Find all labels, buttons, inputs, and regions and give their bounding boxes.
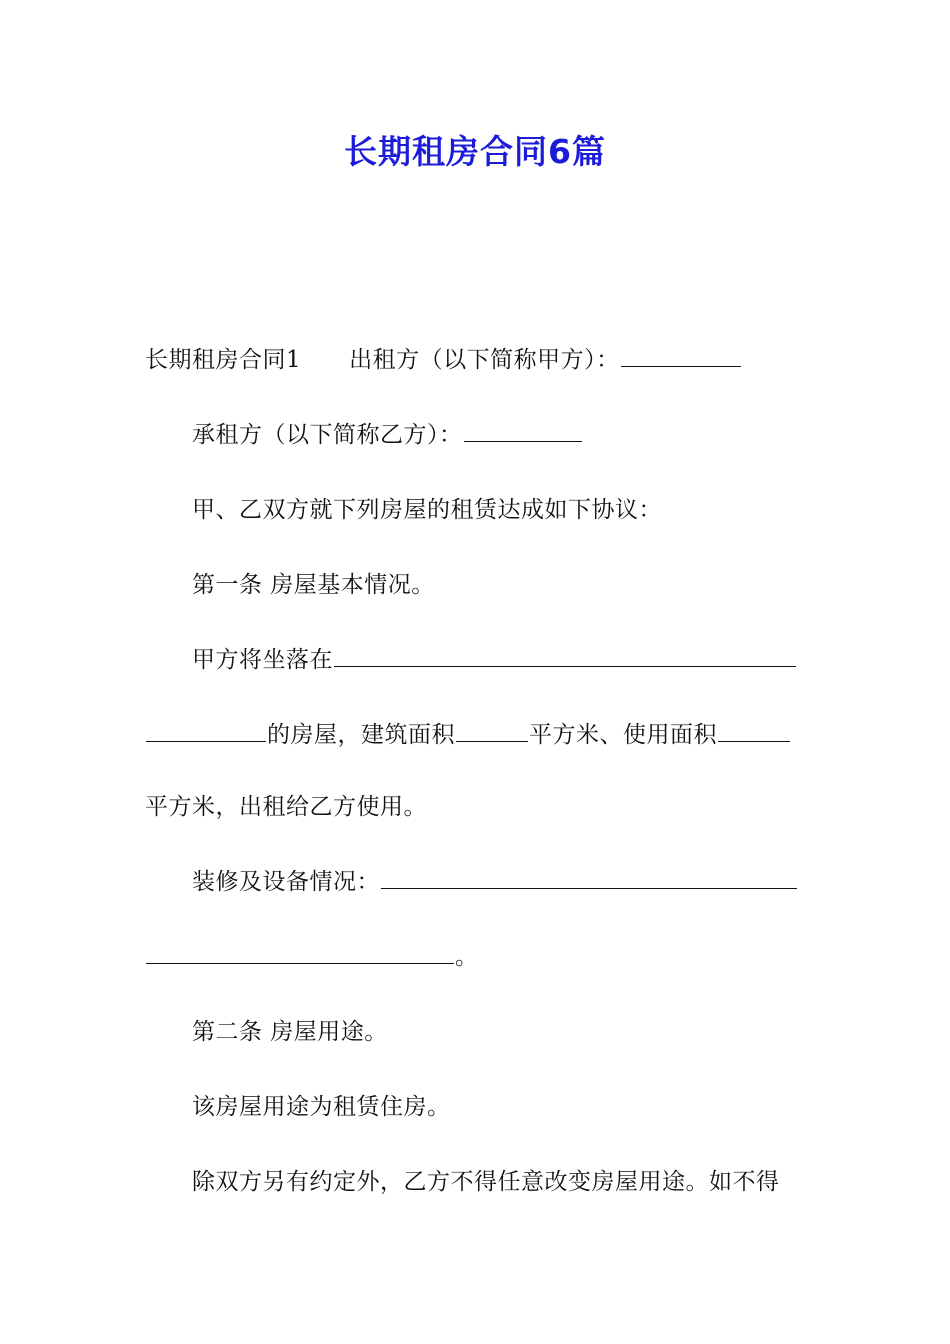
building-area-label: 的房屋，建筑面积 (267, 722, 455, 748)
text-line-agreement: 甲、乙双方就下列房屋的租赁达成如下协议： (192, 497, 662, 523)
location-blank-continued (146, 719, 266, 742)
lessee-label: 承租方（以下简称乙方）： (192, 422, 463, 448)
equipment-blank-continued (146, 941, 454, 964)
article-one-heading: 第一条 房屋基本情况。 (192, 572, 435, 598)
equipment-blank (381, 866, 797, 889)
text-line-restriction: 除双方另有约定外，乙方不得任意改变房屋用途。如不得 (192, 1169, 780, 1195)
text-line-area (145, 718, 805, 752)
text-line-location (192, 643, 805, 677)
lessor-blank (621, 344, 741, 367)
usable-area-label: 平方米、使用面积 (529, 722, 717, 748)
lessor-label: 出租方（以下简称甲方）： (349, 347, 620, 373)
lessee-blank (464, 419, 582, 442)
text-line-lessor (145, 343, 805, 377)
text-line-lease-use: 平方米，出租给乙方使用。 (145, 794, 427, 820)
location-blank (334, 644, 796, 667)
period-mark: 。 (455, 944, 479, 970)
text-line-equipment-continued (145, 940, 805, 974)
building-area-blank (456, 719, 528, 742)
usable-area-blank (718, 719, 790, 742)
document-title: 长期租房合同6篇 (344, 132, 606, 171)
text-line-lessee (192, 418, 805, 452)
text-line-equipment (192, 865, 805, 899)
equipment-label: 装修及设备情况： (192, 869, 380, 895)
text-line-purpose: 该房屋用途为租赁住房。 (192, 1094, 451, 1120)
location-label: 甲方将坐落在 (192, 647, 333, 673)
article-two-heading: 第二条 房屋用途。 (192, 1019, 388, 1045)
contract-number-label: 长期租房合同1 (145, 347, 302, 373)
